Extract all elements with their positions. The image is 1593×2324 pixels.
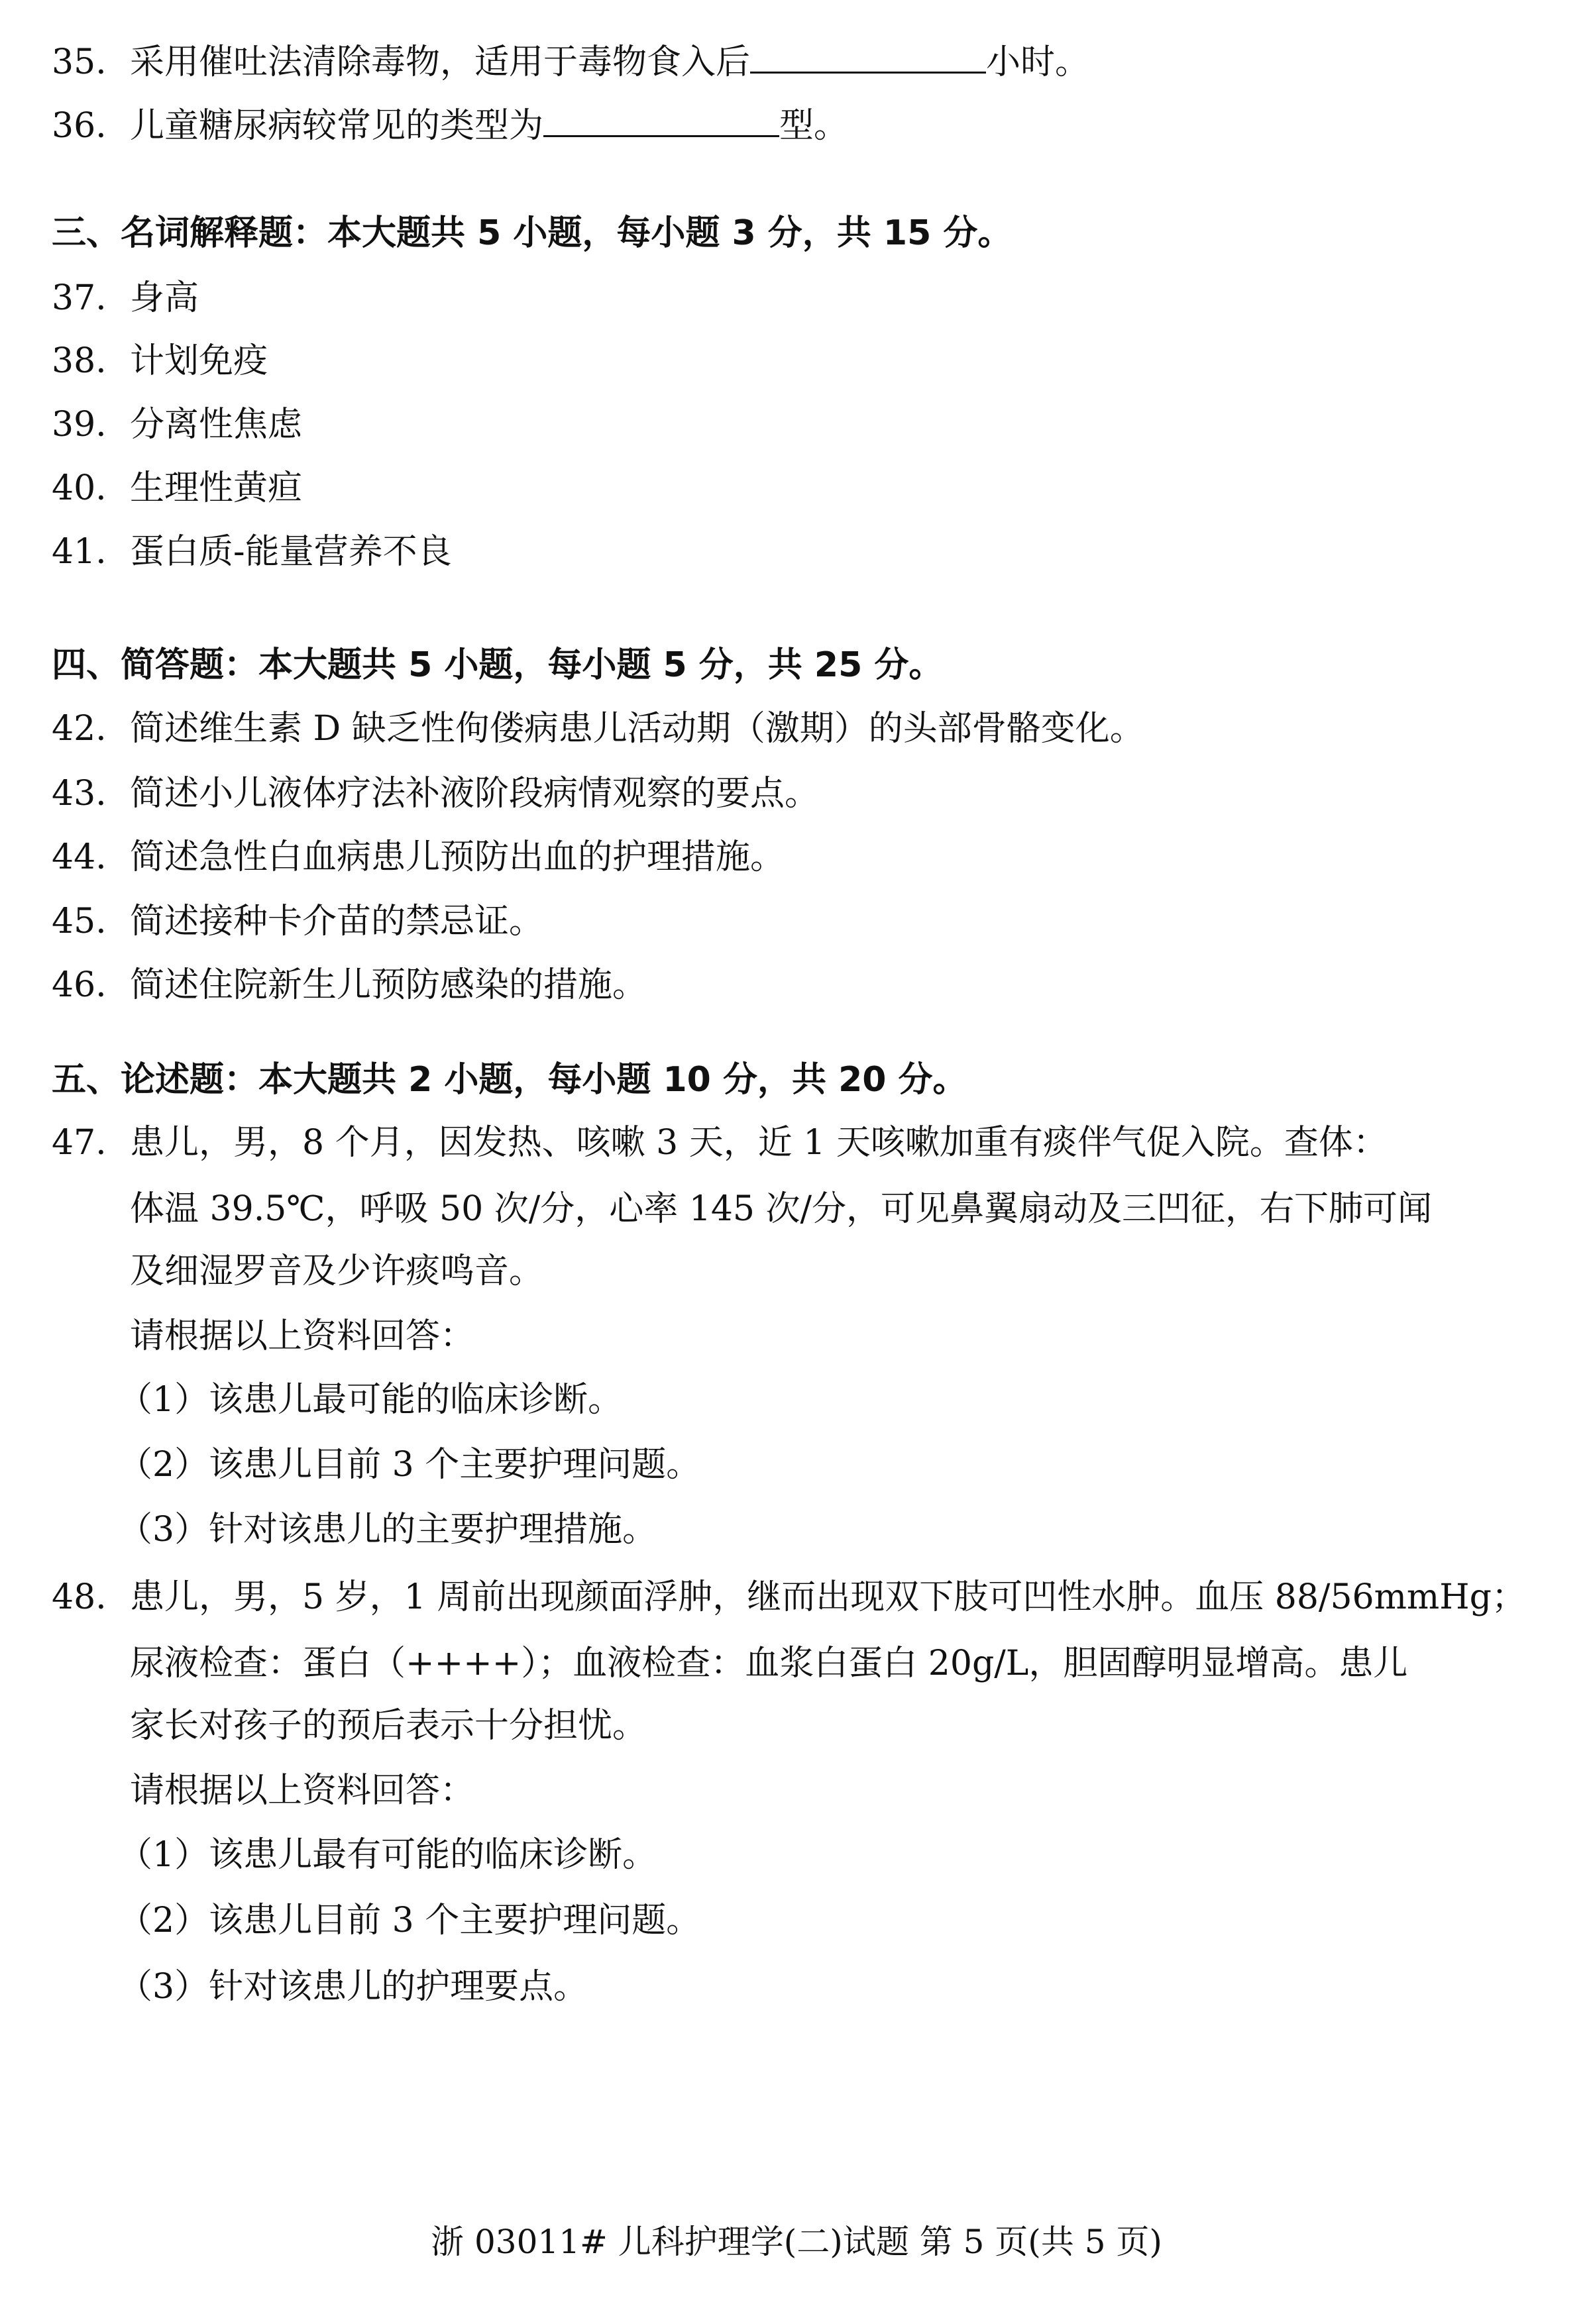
sub-question: （3）针对该患儿的主要护理措施。 [118, 1510, 657, 1550]
question-text-before: 采用催吐法清除毒物，适用于毒物食入后 [130, 42, 751, 82]
question-text [130, 105, 848, 147]
case-text: 尿液检查：蛋白（++++）；血液检查：血浆白蛋白 20g/L，胆固醇明显增高。患儿 [130, 1644, 1408, 1683]
question-number: 38. [52, 341, 107, 381]
sub-question: （2）该患儿目前 3 个主要护理问题。 [118, 1901, 701, 1940]
question-number: 36. [52, 106, 107, 146]
answer-blank[interactable] [543, 106, 779, 137]
sub-question: （2）该患儿目前 3 个主要护理问题。 [118, 1445, 701, 1485]
sub-question: （1）该患儿最可能的临床诊断。 [118, 1380, 623, 1420]
question-text-after: 型。 [779, 106, 849, 146]
page-footer: 浙 03011# 儿科护理学(二)试题 第 5 页(共 5 页) [431, 2223, 1162, 2261]
question-number: 42. [52, 709, 107, 749]
question-text: 简述住院新生儿预防感染的措施。 [130, 965, 647, 1005]
section-title: 四、简答题：本大题共 5 小题，每小题 5 分，共 25 分。 [52, 645, 944, 685]
question-number: 45. [52, 902, 107, 941]
question-number: 48. [52, 1577, 107, 1617]
question-number: 44. [52, 837, 107, 877]
question-text: 简述接种卡介苗的禁忌证。 [130, 902, 544, 941]
question-number: 39. [52, 405, 107, 445]
section-title: 五、论述题：本大题共 2 小题，每小题 10 分，共 20 分。 [52, 1060, 967, 1100]
question-number: 41. [52, 532, 107, 572]
case-text: 体温 39.5℃，呼吸 50 次/分，心率 145 次/分，可见鼻翼扇动及三凹征，右下肺可闻 [130, 1189, 1433, 1229]
question-text: 生理性黄疸 [130, 468, 303, 508]
case-text: 患儿，男，5 岁，1 周前出现颜面浮肿，继而出现双下肢可凹性水肿。血压 88/56mmHg； [130, 1577, 1526, 1617]
question-number: 43. [52, 774, 107, 814]
sub-question: （3）针对该患儿的护理要点。 [118, 1967, 588, 2007]
answer-prompt: 请根据以上资料回答： [130, 1771, 475, 1811]
question-number: 37. [52, 278, 107, 318]
question-text: 分离性焦虑 [130, 405, 303, 445]
question-text [130, 41, 1089, 83]
question-text: 简述小儿液体疗法补液阶段病情观察的要点。 [130, 774, 820, 814]
answer-blank[interactable] [750, 42, 986, 74]
question-text: 身高 [130, 278, 199, 318]
case-text: 家长对孩子的预后表示十分担忧。 [130, 1706, 647, 1746]
question-text: 简述维生素 D 缺乏性佝偻病患儿活动期（激期）的头部骨骼变化。 [130, 709, 1144, 749]
question-number: 46. [52, 965, 107, 1005]
question-number: 40. [52, 468, 107, 508]
question-text: 简述急性白血病患儿预防出血的护理措施。 [130, 837, 785, 877]
answer-prompt: 请根据以上资料回答： [130, 1316, 475, 1356]
question-number: 47. [52, 1123, 107, 1163]
question-text-after: 小时。 [986, 42, 1090, 82]
sub-question: （1）该患儿最有可能的临床诊断。 [118, 1835, 657, 1875]
question-number: 35. [52, 42, 107, 82]
question-text: 蛋白质-能量营养不良 [130, 532, 452, 572]
case-text: 患儿，男，8 个月，因发热、咳嗽 3 天，近 1 天咳嗽加重有痰伴气促入院。查体： [130, 1123, 1388, 1163]
question-text: 计划免疫 [130, 341, 268, 381]
section-title: 三、名词解释题：本大题共 5 小题，每小题 3 分，共 15 分。 [52, 213, 1013, 253]
case-text: 及细湿罗音及少许痰鸣音。 [130, 1251, 544, 1291]
question-text-before: 儿童糖尿病较常见的类型为 [130, 106, 544, 146]
